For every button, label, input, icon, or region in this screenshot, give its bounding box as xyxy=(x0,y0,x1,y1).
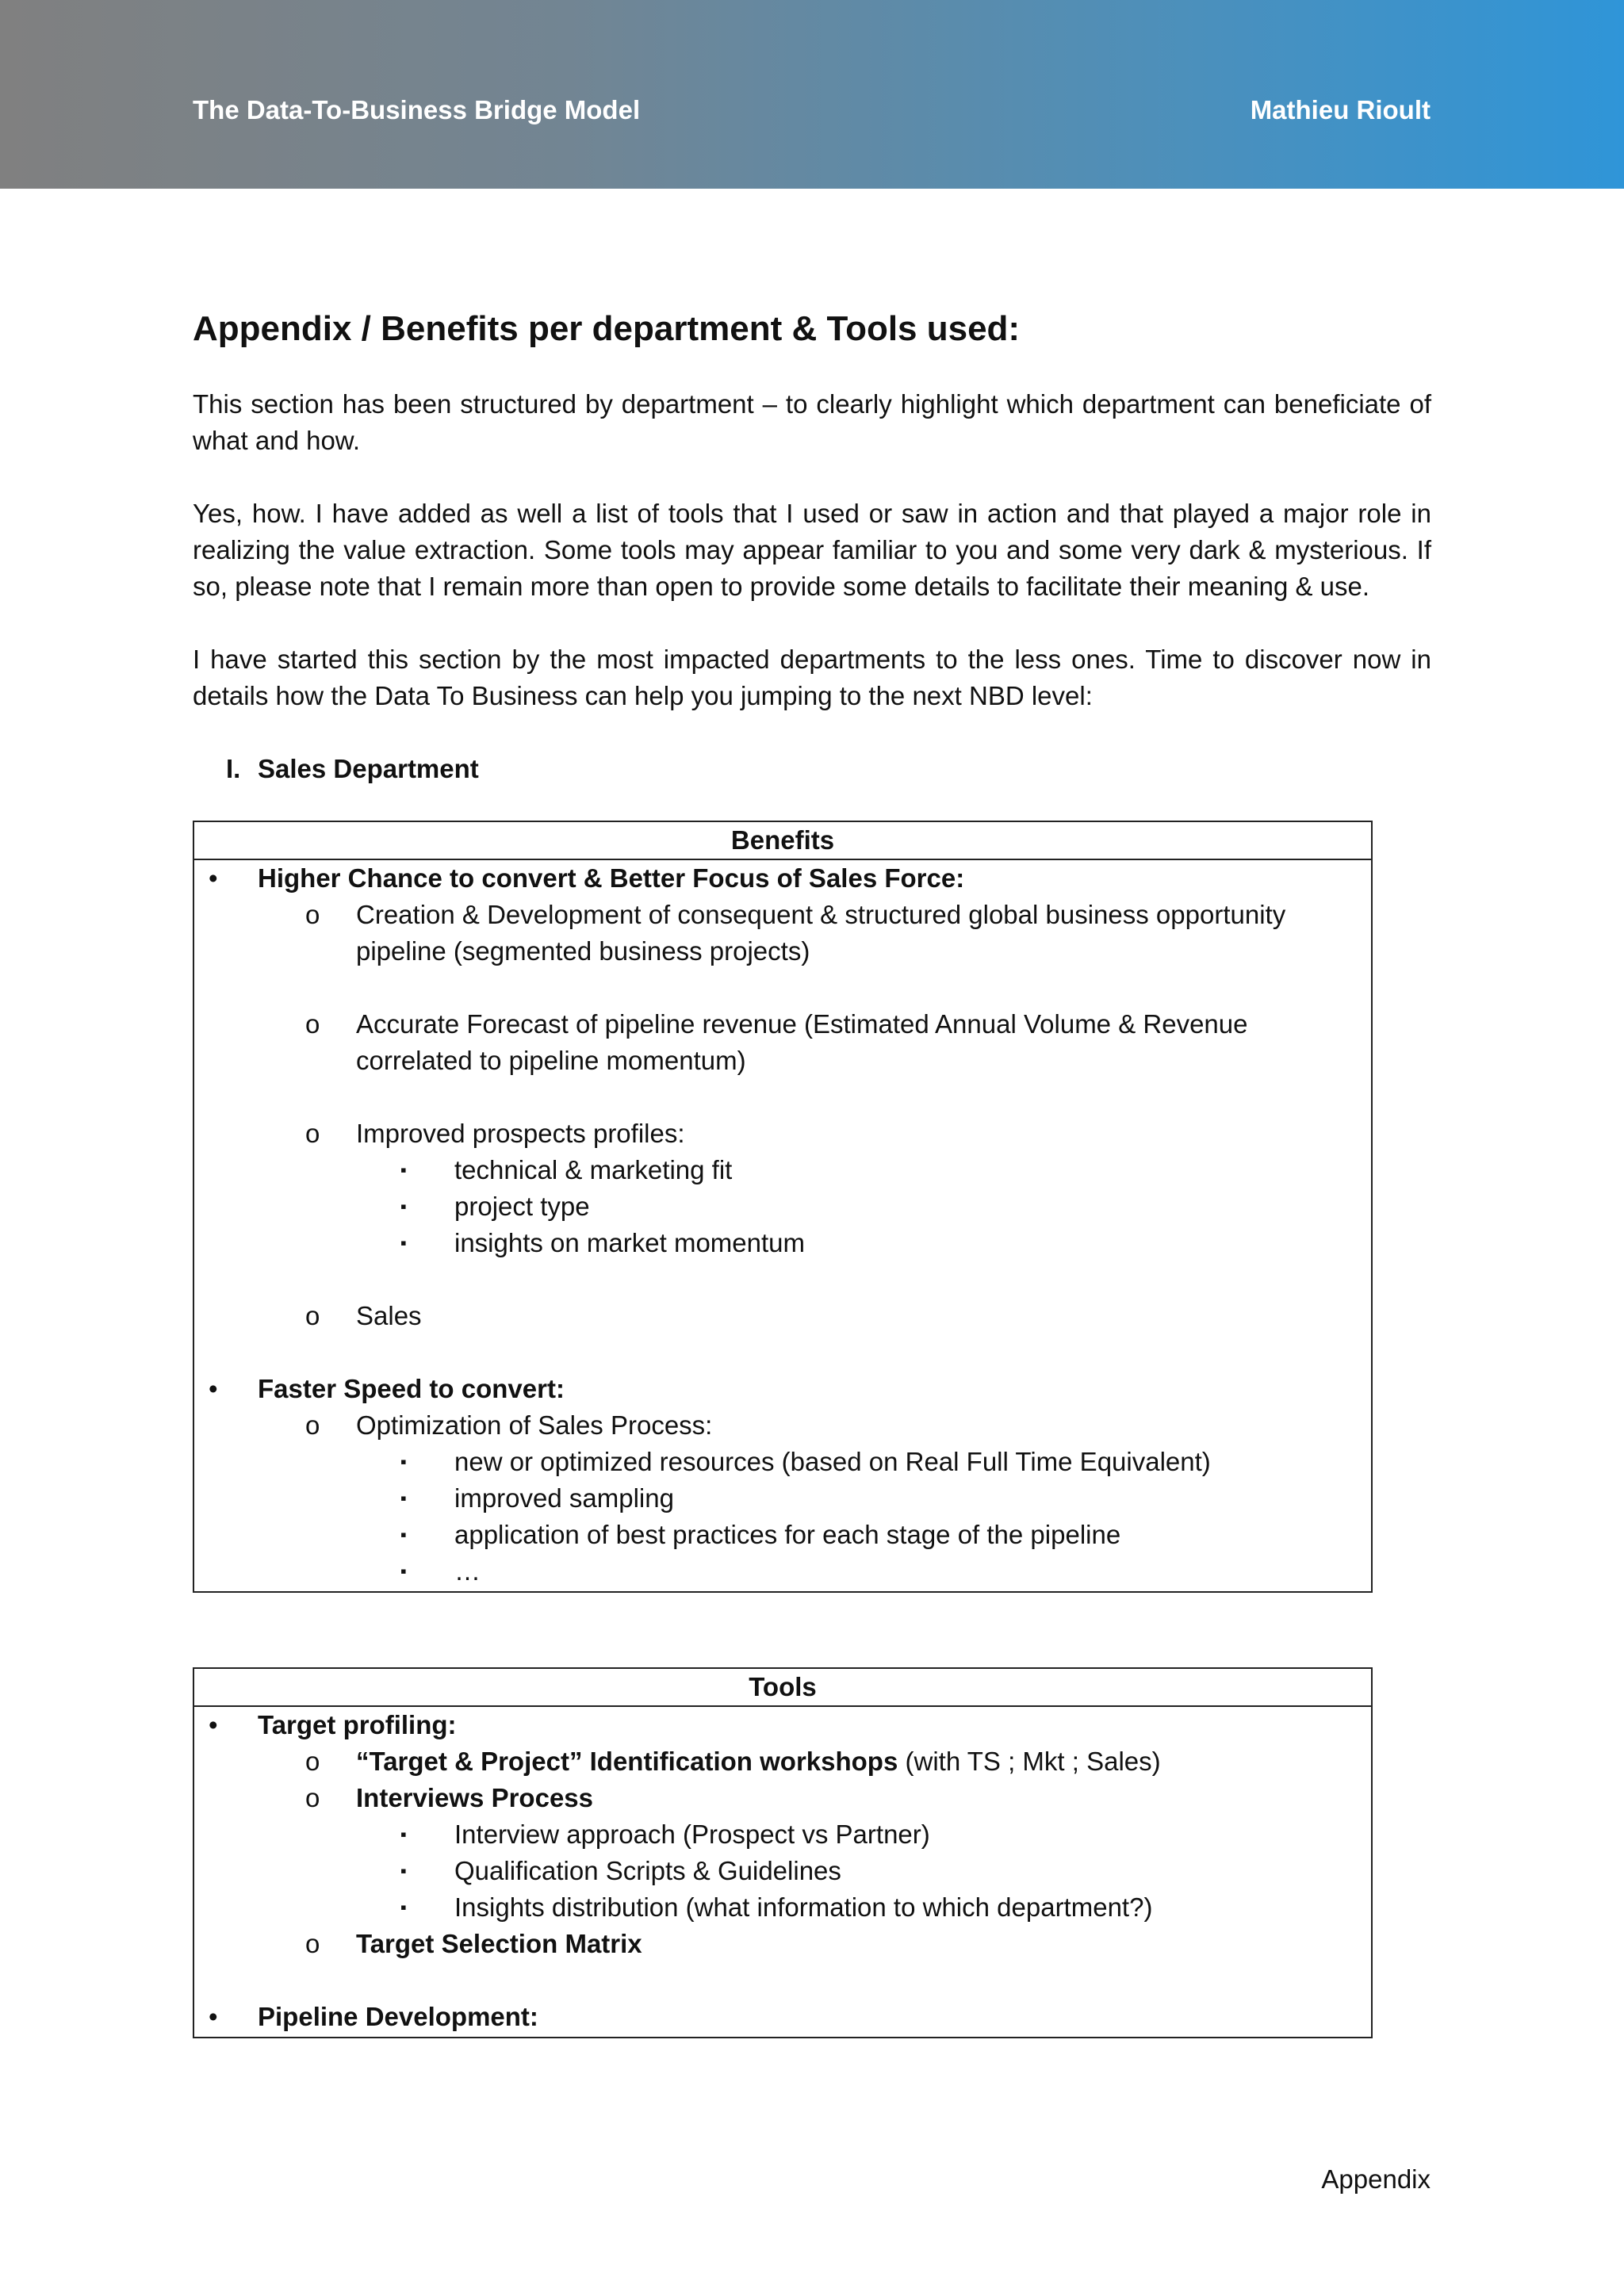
list-item xyxy=(194,1225,1371,1261)
page-content xyxy=(193,305,1431,2038)
page-footer: Appendix xyxy=(1321,2164,1431,2194)
list-item xyxy=(194,1926,1371,1962)
benefit-item: Creation & Development of consequent & structured global business opportunity pipeline (segmented business projects) xyxy=(356,900,1286,966)
tool-subitem: Qualification Scripts & Guidelines xyxy=(454,1856,841,1885)
benefits-header: Benefits xyxy=(194,822,1371,860)
square-marker: ▪ xyxy=(400,1233,407,1253)
square-marker: ▪ xyxy=(400,1160,407,1180)
tools-header: Tools xyxy=(194,1669,1371,1707)
list-item xyxy=(194,1780,1371,1816)
bullet-marker: • xyxy=(209,1374,218,1403)
square-marker: ▪ xyxy=(400,1525,407,1544)
square-marker: ▪ xyxy=(400,1488,407,1508)
benefit-item: Improved prospects profiles: xyxy=(356,1119,685,1148)
page-header xyxy=(0,0,1624,189)
bullet-marker: • xyxy=(209,2002,218,2031)
circle-marker: o xyxy=(305,1929,320,1958)
benefit-heading: Higher Chance to convert & Better Focus of Sales Force: xyxy=(258,863,965,893)
benefit-heading: Faster Speed to convert: xyxy=(258,1374,565,1403)
benefit-subitem: new or optimized resources (based on Real Full Time Equivalent) xyxy=(454,1447,1211,1476)
tool-item: Target Selection Matrix xyxy=(356,1929,642,1958)
benefit-subitem: improved sampling xyxy=(454,1483,674,1513)
circle-marker: o xyxy=(305,1410,320,1440)
document-title: The Data-To-Business Bridge Model xyxy=(193,95,641,124)
circle-marker: o xyxy=(305,1747,320,1776)
list-item xyxy=(194,1553,1371,1590)
section-title: Sales Department xyxy=(258,754,479,783)
list-item xyxy=(194,860,1371,897)
section-number: I. xyxy=(226,754,241,783)
tool-heading: Target profiling: xyxy=(258,1710,457,1739)
square-marker: ▪ xyxy=(400,1196,407,1216)
list-item xyxy=(194,1853,1371,1889)
page-title: Appendix / Benefits per department & Tools used: xyxy=(193,309,1021,348)
tool-heading: Pipeline Development: xyxy=(258,2002,538,2031)
square-marker: ▪ xyxy=(400,1561,407,1581)
benefits-table xyxy=(193,821,1373,1593)
circle-marker: o xyxy=(305,1301,320,1330)
list-item xyxy=(194,1298,1371,1334)
benefit-subitem: application of best practices for each stage of the pipeline xyxy=(454,1520,1121,1549)
benefit-subitem: insights on market momentum xyxy=(454,1228,806,1257)
benefit-item: Sales xyxy=(356,1301,422,1330)
tool-subitem: Interview approach (Prospect vs Partner) xyxy=(454,1820,930,1849)
benefit-item: Optimization of Sales Process: xyxy=(356,1410,713,1440)
square-marker: ▪ xyxy=(400,1861,407,1881)
bullet-marker: • xyxy=(209,863,218,893)
list-item xyxy=(194,1517,1371,1553)
benefit-subitem: project type xyxy=(454,1192,590,1221)
tool-item-bold: “Target & Project” Identification workshops xyxy=(356,1747,898,1776)
circle-marker: o xyxy=(305,900,320,929)
list-item xyxy=(194,1115,1371,1152)
list-item xyxy=(194,1444,1371,1480)
list-item xyxy=(194,1480,1371,1517)
list-item xyxy=(194,1152,1371,1188)
intro-paragraph-3: I have started this section by the most impacted departments to the less ones. Time to discover now in details how the Data To Business can help you jumping to the next NBD level: xyxy=(193,645,1431,710)
benefit-subitem: technical & marketing fit xyxy=(454,1155,733,1184)
square-marker: ▪ xyxy=(400,1824,407,1844)
tools-table xyxy=(193,1667,1373,2038)
list-item xyxy=(194,1816,1371,1853)
circle-marker: o xyxy=(305,1119,320,1148)
list-item xyxy=(194,1707,1371,1743)
tool-item-rest: (with TS ; Mkt ; Sales) xyxy=(898,1747,1161,1776)
circle-marker: o xyxy=(305,1009,320,1039)
list-item xyxy=(194,1188,1371,1225)
list-item xyxy=(194,1999,1371,2035)
tool-subitem: Insights distribution (what information to which department?) xyxy=(454,1892,1153,1922)
intro-paragraph-2: Yes, how. I have added as well a list of tools that I used or saw in action and that played a major role in realizing the value extraction. Some tools may appear familiar to you and some very dark & mysterious. If so, please note that I remain more than open to provide some details to facilitate their meaning & use. xyxy=(193,499,1431,601)
circle-marker: o xyxy=(305,1783,320,1812)
section-heading xyxy=(193,751,1431,787)
benefit-subitem: … xyxy=(454,1556,481,1586)
list-item xyxy=(194,1371,1371,1407)
benefit-item: Accurate Forecast of pipeline revenue (Estimated Annual Volume & Revenue correlated to pipeline momentum) xyxy=(356,1009,1248,1075)
intro-paragraph-1: This section has been structured by department – to clearly highlight which department can beneficiate of what and how. xyxy=(193,389,1431,455)
list-item xyxy=(194,897,1371,970)
author-name: Mathieu Rioult xyxy=(1250,95,1431,124)
tool-item: Interviews Process xyxy=(356,1783,593,1812)
square-marker: ▪ xyxy=(400,1897,407,1917)
bullet-marker: • xyxy=(209,1710,218,1739)
square-marker: ▪ xyxy=(400,1452,407,1471)
list-item xyxy=(194,1743,1371,1780)
list-item xyxy=(194,1006,1371,1079)
list-item xyxy=(194,1889,1371,1926)
tool-item xyxy=(356,1743,1161,1780)
list-item xyxy=(194,1407,1371,1444)
